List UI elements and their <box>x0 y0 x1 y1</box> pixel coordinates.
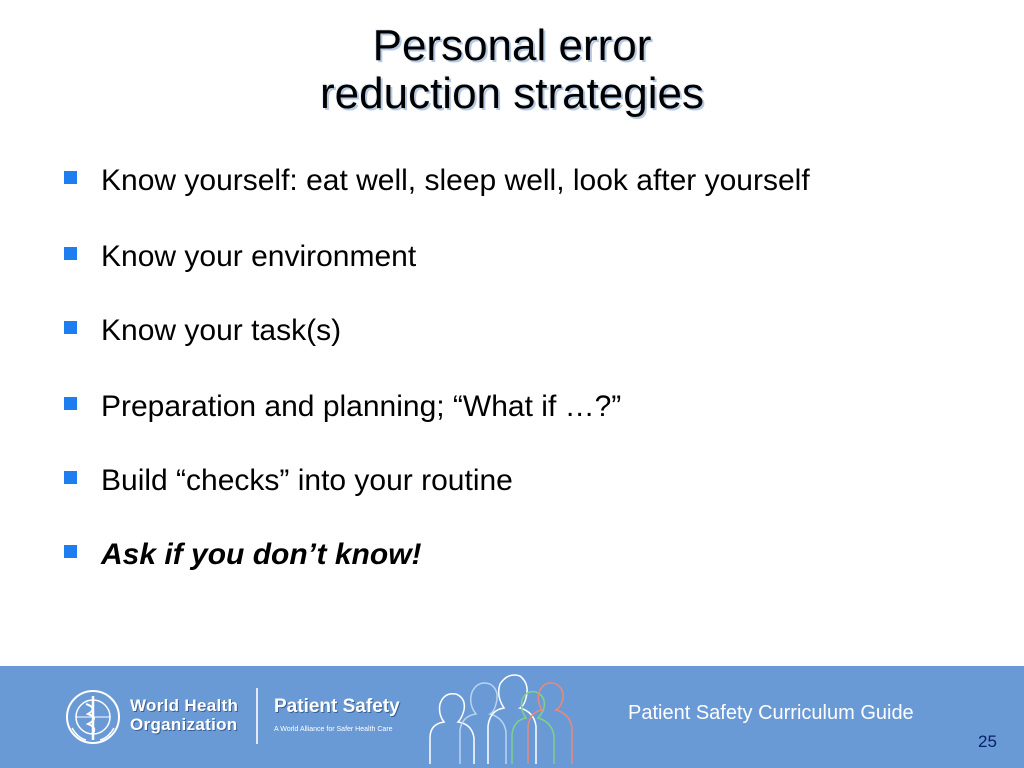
who-line-2: Organization <box>130 715 238 734</box>
bullet-text: Preparation and planning; “What if …?” <box>101 390 622 423</box>
footer-divider <box>256 688 258 744</box>
square-bullet-icon <box>64 471 77 484</box>
bullet-text: Know your environment <box>101 240 417 273</box>
patient-safety-tagline: A World Alliance for Safer Health Care <box>274 726 393 733</box>
bullet-text: Know yourself: eat well, sleep well, look after yourself <box>101 164 810 197</box>
patient-safety-title: Patient Safety <box>274 696 400 717</box>
bullet-text: Know your task(s) <box>101 314 342 347</box>
footer-banner <box>0 666 1024 768</box>
bullet-text-emphasis: Ask if you don’t know! <box>101 538 422 571</box>
square-bullet-icon <box>64 247 77 260</box>
who-line-1: World Health <box>130 696 239 715</box>
square-bullet-icon <box>64 397 77 410</box>
curriculum-guide-label: Patient Safety Curriculum Guide <box>628 702 914 724</box>
who-emblem-icon <box>64 688 122 746</box>
bullet-text: Build “checks” into your routine <box>101 464 513 497</box>
square-bullet-icon <box>64 171 77 184</box>
square-bullet-icon <box>64 321 77 334</box>
title-line-2: reduction strategies <box>320 69 704 118</box>
page-number: 25 <box>978 732 997 751</box>
title-line-1: Personal error <box>372 21 652 70</box>
people-silhouettes-icon <box>420 668 580 764</box>
who-wordmark <box>130 696 238 734</box>
square-bullet-icon <box>64 545 77 558</box>
slide-title <box>0 22 1024 118</box>
